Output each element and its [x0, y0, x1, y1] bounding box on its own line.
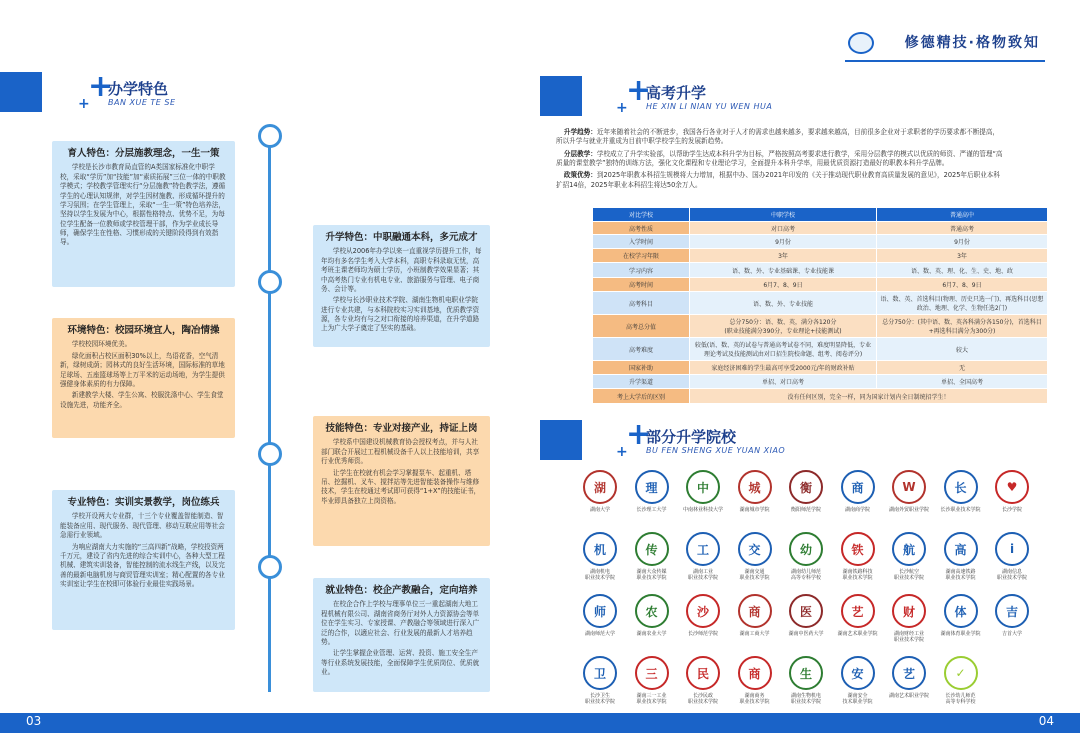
card-skills — [313, 416, 490, 546]
school-name: 中南林业科技大学 — [682, 507, 723, 513]
plus-icon: + — [626, 73, 652, 108]
school-logo — [729, 656, 781, 706]
school-name: 湖南信息 职业技术学院 — [996, 569, 1027, 582]
school-emblem-icon: 航 — [892, 532, 926, 566]
section-title: 部分升学院校 — [646, 428, 737, 446]
table-header: 对比学校 — [593, 208, 690, 222]
timeline-dot — [258, 124, 282, 148]
school-logo — [935, 470, 987, 513]
school-logo — [832, 656, 884, 706]
school-name: 长沙幼儿师范 高等专科学校 — [945, 693, 976, 706]
school-logo-icon — [848, 32, 874, 54]
school-logo — [626, 532, 678, 582]
section-title: 办学特色 — [108, 80, 169, 98]
section-pinyin: BAN XUE TE SE — [108, 98, 176, 107]
table-cell: 语、数、英、首选科目(物理、历史只选一门)、再选科目(思想政治、地理、化学、生物任选2门) — [877, 292, 1048, 315]
card-text: 为响应湖南大力实施的“三高四新”战略，学校投资两千万元，建设了省内先进的综合实训中心，各种大型工程机械、建筑实训装备，智能控制的流水线生产线，以及完善的最新电脑机房与商贸管理实训室；精心配置的各专业实训室让学生在校即可体验行业最佳实践场景。 — [60, 542, 225, 588]
intro-label: 政策优势： — [563, 171, 597, 180]
table-cell: 语、数、外、专业基础课、专业技能课 — [690, 263, 877, 278]
school-name: 湖南工商大学 — [739, 631, 770, 637]
school-emblem-icon: 高 — [944, 532, 978, 566]
card-text: 学校从2006年办学以来一直重视学历提升工作，每年均有多名学生考入大学本科，高职专科录取无忧，高考班主课老师均为硕士学历，小班制教学效果显著；其中高考热门专业有机电专业、旅游服务与管理、电子商务、会计等。 — [321, 247, 482, 293]
table-cell: 无 — [877, 361, 1048, 375]
school-logo — [780, 470, 832, 513]
table-row-label: 升学渠道 — [593, 375, 690, 389]
school-logo — [883, 470, 935, 513]
school-emblem-icon: 长 — [944, 470, 978, 504]
school-name: 长沙职业技术学院 — [940, 507, 981, 513]
school-emblem-icon: 吉 — [995, 594, 1029, 628]
school-logo — [729, 470, 781, 513]
school-name: 湖南商务 职业技术学院 — [739, 693, 770, 706]
school-logo — [677, 532, 729, 582]
card-text: 学校校园环境优美。 — [71, 340, 132, 349]
table-row — [593, 361, 1048, 375]
table-cell: 家庭经济困难的学生最高可享受2000元/年的财政补贴 — [690, 361, 877, 375]
school-logo — [574, 594, 626, 637]
table-row — [593, 338, 1048, 361]
footer-bar — [0, 713, 540, 733]
table-cell: 对口高考 — [690, 222, 877, 235]
school-logo — [574, 656, 626, 706]
table-cell: 6月7、8、9日 — [690, 278, 877, 292]
intro-label: 分层教学： — [563, 149, 597, 158]
table-row-label: 高考总分值 — [593, 315, 690, 338]
school-emblem-icon: 铁 — [841, 532, 875, 566]
school-emblem-icon: 医 — [789, 594, 823, 628]
school-logo — [677, 470, 729, 513]
school-logo — [626, 594, 678, 637]
table-row — [593, 249, 1048, 263]
card-text: 在校企合作上学校与理事单位三一重起湖南大地工程机械有限公司、湖南省商务厅对外人力资源协会等单位在学生实习、专家授课、产教融合等领域进行深入广泛的合作，以適应社会、行业发展的最新人才培养趋势。 — [321, 600, 480, 646]
school-emblem-icon: 幼 — [789, 532, 823, 566]
school-emblem-icon: 体 — [944, 594, 978, 628]
motto-underline — [845, 60, 1045, 62]
school-emblem-icon: 商 — [738, 594, 772, 628]
school-name: 湖南大众传媒 职业技术学院 — [636, 569, 667, 582]
plus-icon: + — [626, 417, 652, 452]
intro-body: 到2025年职教本科招生规模将大力增加，根据中办、国办2021年印发的《关于推动现代职业教育高质量发展的意见》，2025年后职业本科扩招14倍，2025年职业本科招生将达50余万人。 — [556, 171, 1000, 189]
timeline-dot — [258, 442, 282, 466]
school-logo — [574, 470, 626, 513]
school-name: 湖南生物机电 职业技术学院 — [790, 693, 821, 706]
card-major — [52, 490, 235, 630]
school-name: 长沙理工大学 — [636, 507, 667, 513]
table-cell: 没有任何区别，完全一样，同为国家计划内全日制统招学生！ — [690, 389, 1048, 404]
school-logo — [986, 470, 1038, 513]
table-row-label: 高考难度 — [593, 338, 690, 361]
card-environment — [52, 318, 235, 438]
card-text: 学校系中国建设机械教育协会授权考点，并与人社部门联合开展过工程机械设备千人以上技能培训，共享行业优秀师资。 — [321, 438, 480, 466]
card-text: 新建教学大楼、学生公寓、校服洗涤中心、学生食堂设施先进，功能齐全。 — [60, 391, 224, 409]
table-row — [593, 263, 1048, 278]
table-row — [593, 315, 1048, 338]
school-logo — [883, 532, 935, 582]
timeline — [268, 132, 271, 692]
school-emblem-icon: 湖 — [583, 470, 617, 504]
table-header: 普通高中 — [877, 208, 1048, 222]
school-logo — [935, 532, 987, 582]
table-cell: 单招、全国高考 — [877, 375, 1048, 389]
table-row-label: 入学时间 — [593, 235, 690, 249]
school-name: 湖南艺术职业学院 — [888, 693, 929, 699]
plus-icon: + — [88, 69, 114, 104]
card-text: 学校与长沙职业技术学院、湖南生物机电职业学院进行专业共建，与本科院校实习实训基地，优质教学资源，各专业均有与之对口衔接的培养渠道，在升学道路上为广大学子奠定了坚实的基础。 — [321, 296, 480, 333]
school-emblem-icon: 生 — [789, 656, 823, 690]
table-row-label: 国家补助 — [593, 361, 690, 375]
card-education — [52, 141, 235, 287]
school-name: 长沙师范学院 — [687, 631, 718, 637]
school-name: 湖南幼儿师范 高等专科学校 — [790, 569, 821, 582]
school-emblem-icon: 城 — [738, 470, 772, 504]
school-logo — [780, 656, 832, 706]
school-logo — [986, 532, 1038, 582]
table-cell: 9月份 — [877, 235, 1048, 249]
school-name: 衡阳师范学院 — [790, 507, 821, 513]
school-emblem-icon: 中 — [686, 470, 720, 504]
school-emblem-icon: 理 — [635, 470, 669, 504]
school-emblem-icon: 艺 — [841, 594, 875, 628]
table-cell: 总分750分：语、数、英，满分各120分 (职业技能满分390分，专业理论+技能测试) — [690, 315, 877, 338]
school-logo — [935, 594, 987, 637]
card-title: 专业特色：实训实景教学，岗位练兵 — [67, 497, 220, 508]
school-emblem-icon: 三 — [635, 656, 669, 690]
school-name: 湖南铁路科技 职业技术学院 — [842, 569, 873, 582]
school-logo — [832, 594, 884, 637]
table-row — [593, 389, 1048, 404]
school-emblem-icon: 商 — [841, 470, 875, 504]
school-name: 湖南高速铁路 职业技术学院 — [945, 569, 976, 582]
school-logo — [626, 656, 678, 706]
card-text: 让学生在校就有机会学习掌握泵车、起重机、塔吊、挖掘机、叉车、搅拌站等先进智能装备操作与维修技术，学生在校通过考试即可获得“1+X”的技能证书，毕业即具备独立上岗资格。 — [321, 468, 481, 505]
school-emblem-icon: 农 — [635, 594, 669, 628]
school-name: 湖南艺术职业学院 — [837, 631, 878, 637]
school-emblem-icon: 沙 — [686, 594, 720, 628]
intro-body: 近年来随着社会的不断进步，我国各行各业对于人才的需求也越来越多，要求越来越高，目前很多企业对于求职者的学历要求都不断提高，所以升学与就业并重成为目前中职学校学生的发展新趋势。 — [556, 128, 1000, 146]
section-pinyin: HE XIN LI NIAN YU WEN HUA — [646, 102, 773, 111]
table-row-label: 高考时间 — [593, 278, 690, 292]
school-emblem-icon: 工 — [686, 532, 720, 566]
section-bar — [540, 420, 582, 460]
school-emblem-icon: 交 — [738, 532, 772, 566]
school-emblem-icon: 商 — [738, 656, 772, 690]
table-cell: 较低(语、数、英的试卷与普通高考试卷不同，难度明显降低，专业理论考试及技能测试由对口招生院校命题、组考、阅卷评分) — [690, 338, 877, 361]
motto: 修德精技·格物致知 — [904, 35, 1040, 51]
table-cell: 总分750分：(其中语、数、英各科满分各150分)，首选科目+再选科目满分为300分) — [877, 315, 1048, 338]
table-cell: 单招、对口高考 — [690, 375, 877, 389]
school-logo — [832, 532, 884, 582]
intro-label: 升学趋势： — [563, 128, 597, 136]
school-name: 湖南交通 职业技术学院 — [739, 569, 770, 582]
table-row-label: 考上大学后的区别 — [593, 389, 690, 404]
school-name: 湖南大学 — [589, 507, 610, 513]
school-name: 湖南中医药大学 — [788, 631, 824, 637]
school-emblem-icon: 衡 — [789, 470, 823, 504]
intro-body: 学校成立了升学实验部，以帮助学生达成本科升学为目标，严格按照高考要求进行教学，采用分层教学的模式以优质的师资、严谨的管理“高质量的课堂教学”独特的训练方法，强化文化课程和专业理论学习，全面提升本科升学率，用最优质资源打造最好的职教本科升学品牌。 — [556, 149, 1003, 168]
school-logo — [780, 532, 832, 582]
section-bar — [0, 72, 42, 112]
school-name: 湖南体育职业学院 — [940, 631, 981, 637]
table-row — [593, 375, 1048, 389]
card-title: 环境特色：校园环境宜人，陶冶情操 — [67, 325, 220, 336]
school-name: 吉首大学 — [1001, 631, 1022, 637]
comparison-table — [592, 207, 1048, 404]
table-header-row — [593, 208, 1048, 222]
card-title: 就业特色：校企产教融合，定向培养 — [325, 585, 478, 596]
table-cell: 较大 — [877, 338, 1048, 361]
school-emblem-icon: 财 — [892, 594, 926, 628]
card-text: 绿化面积占校区面积30%以上，鸟语花香，空气清新，绿树成荫；园林式的良好生活环境，国际标准的草地足球场、五座篮球场等上万平米的运动场地，为学生提供强健身体素质的有力保障。 — [60, 351, 225, 388]
school-emblem-icon: W — [892, 470, 926, 504]
school-logo — [832, 470, 884, 513]
school-logo — [677, 656, 729, 706]
school-emblem-icon: 传 — [635, 532, 669, 566]
school-logo — [729, 594, 781, 637]
school-emblem-icon: ✓ — [944, 656, 978, 690]
school-name: 长沙学院 — [1001, 507, 1022, 513]
school-name: 湖南外贸职业学院 — [888, 507, 929, 513]
school-name: 湖南师范大学 — [584, 631, 615, 637]
school-emblem-icon: 民 — [686, 656, 720, 690]
table-cell: 普通高考 — [877, 222, 1048, 235]
school-name: 湖南机电 职业技术学院 — [584, 569, 615, 582]
school-emblem-icon: 艺 — [892, 656, 926, 690]
timeline-dot — [258, 555, 282, 579]
school-name: 长沙航空 职业技术学院 — [893, 569, 924, 582]
table-cell: 9月份 — [690, 235, 877, 249]
table-row — [593, 292, 1048, 315]
plus-icon-small: + — [616, 444, 628, 460]
school-name: 长沙卫生 职业技术学院 — [584, 693, 615, 706]
school-logo — [626, 470, 678, 513]
table-cell: 6月7、8、9日 — [877, 278, 1048, 292]
table-header: 中职学校 — [690, 208, 877, 222]
card-text: 让学生掌握企业管理、运营、投资、施工安全生产等行业系统发展技能，全面保障学生优质岗位、优质就业。 — [321, 649, 480, 676]
page-number: 04 — [1038, 714, 1054, 728]
school-name: 湖南财经工业 职业技术学院 — [893, 631, 924, 644]
school-logo — [883, 656, 935, 699]
school-emblem-icon: 安 — [841, 656, 875, 690]
card-text: 学校是长沙市教育局直管的A类国家标准化中职学校，采取“学历”加“技能”加“素质拓展”三位一体的中职教学模式；学校教学管理实行“分层施教”特色教学法，遵循学生的心理认知规律，对学生因材施教、形成循环提升的学习氛围；在学生管理上，采取“一生一策”特色培养法，坚持以学生发展为中心，根据性格特点、优势不足，为每位学生配备一位教师或学校管理干部，作为学业成长导师，确保学生在性格、习惯形成的关键阶段得到有效指导。 — [60, 163, 226, 247]
card-title: 升学特色：中职融通本科，多元成才 — [325, 232, 478, 243]
table-row — [593, 222, 1048, 235]
school-emblem-icon: 师 — [583, 594, 617, 628]
school-name: 湖南农业大学 — [636, 631, 667, 637]
school-logo — [935, 656, 987, 706]
school-emblem-icon: i — [995, 532, 1029, 566]
table-row-label: 高考科目 — [593, 292, 690, 315]
plus-icon-small: + — [78, 96, 90, 112]
footer-bar — [540, 713, 1080, 733]
section-bar — [540, 76, 582, 116]
card-text: 学校开设两大专业群，十三个专业覆盖智能制造、智能装备应用、现代服务、现代管理、移动互联应用等社会急需行业领域。 — [60, 512, 225, 540]
table-cell: 语、数、外、专业技能 — [690, 292, 877, 315]
card-title: 技能特色：专业对接产业，持证上岗 — [325, 423, 478, 434]
school-logo — [677, 594, 729, 637]
school-name: 湖南三一工业 职业技术学院 — [636, 693, 667, 706]
timeline-dot — [258, 270, 282, 294]
school-logo — [883, 594, 935, 644]
section-pinyin: BU FEN SHENG XUE YUAN XIAO — [646, 446, 786, 455]
school-name: 湖南工业 职业技术学院 — [687, 569, 718, 582]
table-cell: 语、数、英、理、化、生、史、地、政 — [877, 263, 1048, 278]
school-name: 长沙民政 职业技术学院 — [687, 693, 718, 706]
table-row-label: 高考性质 — [593, 222, 690, 235]
school-emblem-icon: 卫 — [583, 656, 617, 690]
school-logo — [574, 532, 626, 582]
table-cell: 3年 — [690, 249, 877, 263]
school-name: 湖南安全 技术职业学院 — [842, 693, 873, 706]
card-employment — [313, 578, 490, 692]
plus-icon-small: + — [616, 100, 628, 116]
page-number: 03 — [26, 714, 42, 728]
school-emblem-icon: ♥ — [995, 470, 1029, 504]
school-logo — [780, 594, 832, 637]
card-title: 育人特色：分层施教理念，一生一策 — [67, 148, 220, 159]
table-row — [593, 235, 1048, 249]
card-advancement — [313, 225, 490, 347]
intro-text — [556, 128, 1004, 193]
school-name: 湖南城市学院 — [739, 507, 770, 513]
school-logo — [986, 594, 1038, 637]
school-name: 湖南商学院 — [844, 507, 870, 513]
school-logo — [729, 532, 781, 582]
table-cell: 3年 — [877, 249, 1048, 263]
table-row — [593, 278, 1048, 292]
school-emblem-icon: 机 — [583, 532, 617, 566]
section-title: 高考升学 — [646, 84, 707, 102]
table-row-label: 学习内容 — [593, 263, 690, 278]
table-row-label: 在校学习年限 — [593, 249, 690, 263]
